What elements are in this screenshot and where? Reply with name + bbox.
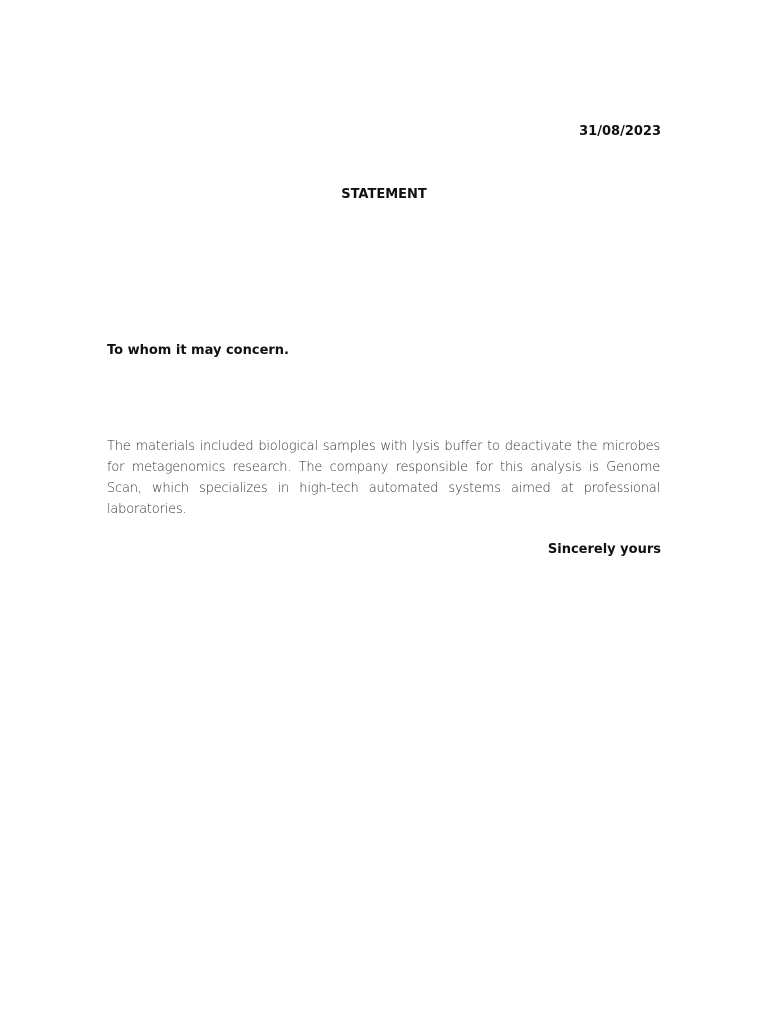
salutation: To whom it may concern. xyxy=(107,343,289,358)
document-title: STATEMENT xyxy=(341,187,427,202)
body-paragraph: The materials included biological samples with lysis buffer to deactivate the microbes for metagenomics research. The company responsible for this analysis is Genome Scan, which specializes in high-tech automated systems aimed at professional laboratories. xyxy=(107,439,660,517)
closing-line: Sincerely yours xyxy=(547,542,661,557)
document-date: 31/08/2023 xyxy=(579,124,661,139)
